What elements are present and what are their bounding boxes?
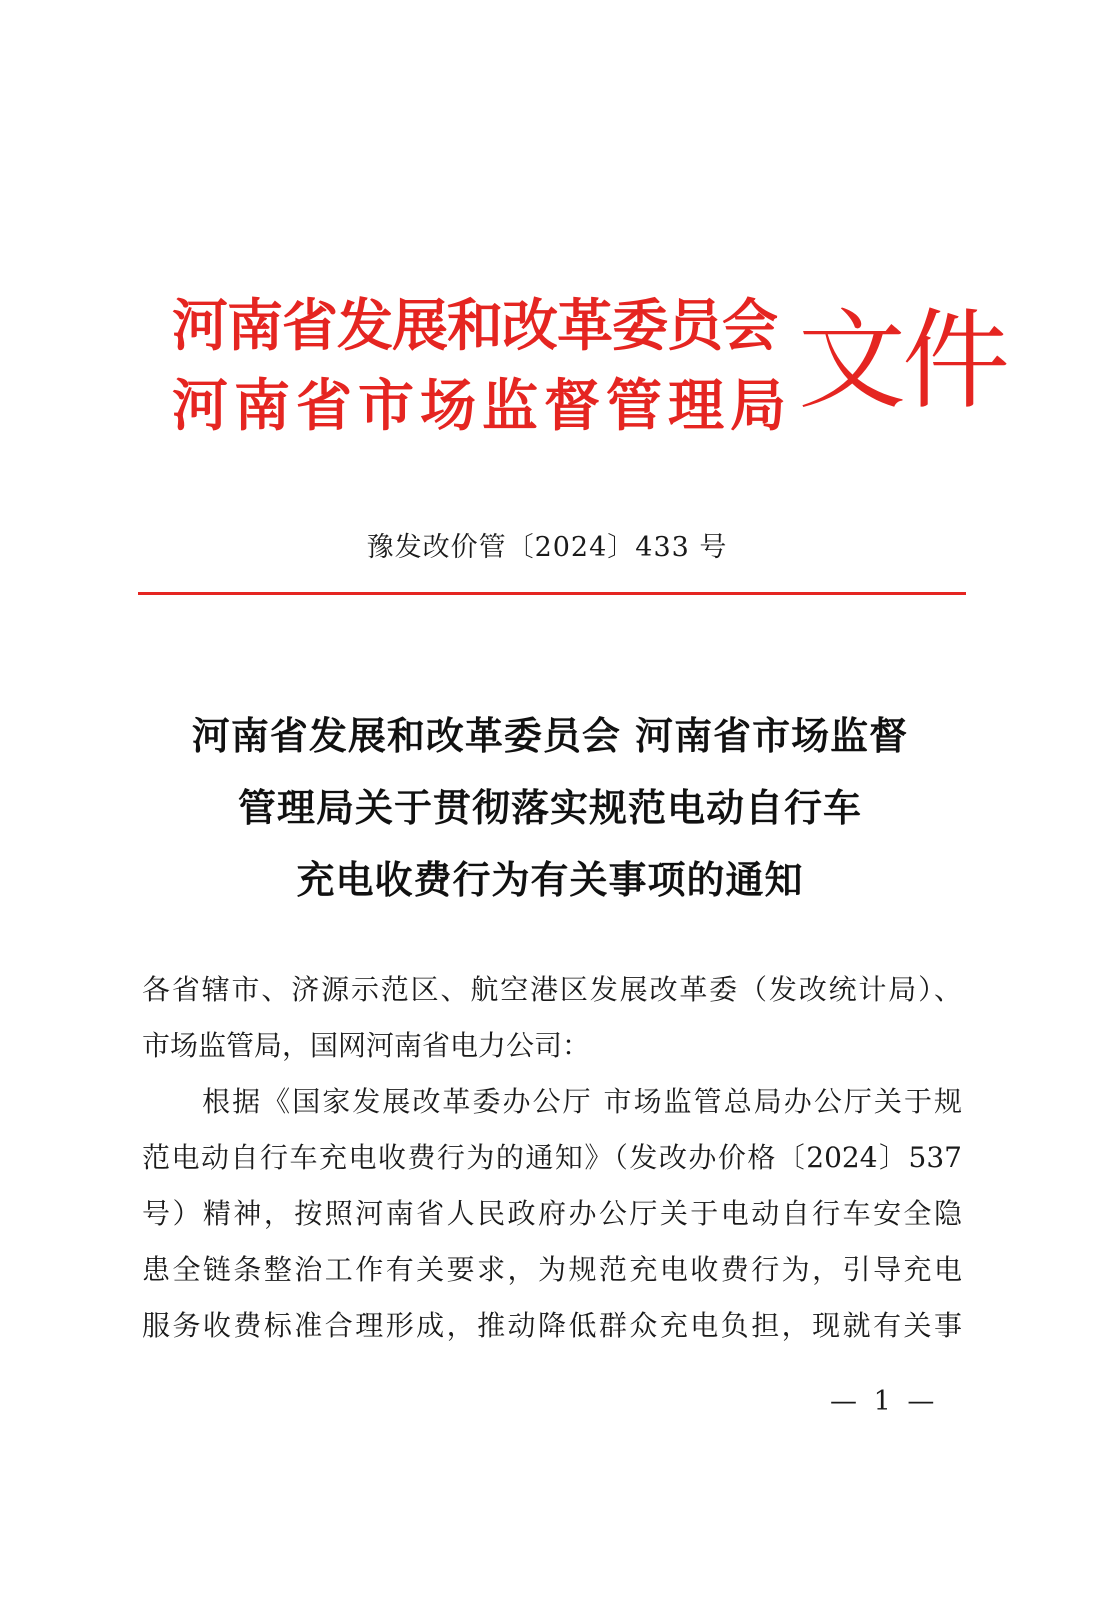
red-separator-line: [138, 592, 966, 595]
masthead-issuer-samr: 河南省市场监督管理局: [172, 373, 792, 439]
body-line-addressees-2: 市场监管局，国网河南省电力公司：: [142, 1029, 591, 1062]
document-body: [142, 962, 962, 1354]
masthead-document-word: 文件: [798, 299, 1007, 424]
page-number: — 1 —: [830, 1386, 939, 1417]
body-line-addressees-1: 各省辖市、济源示范区、航空港区发展改革委（发改统计局）、: [142, 973, 962, 1006]
body-line-paragraph-2: 范电动自行车充电收费行为的通知》（发改办价格〔2024〕537: [142, 1141, 962, 1174]
title-line-1: 河南省发展和改革委员会 河南省市场监督: [191, 713, 909, 758]
title-line-3: 充电收费行为有关事项的通知: [296, 857, 804, 902]
body-line-paragraph-1: 根据《国家发展改革委办公厅 市场监管总局办公厅关于规: [142, 1085, 962, 1118]
document-title: [150, 700, 950, 916]
title-line-2: 管理局关于贯彻落实规范电动自行车: [237, 785, 862, 830]
body-line-paragraph-5: 服务收费标准合理形成，推动降低群众充电负担，现就有关事: [142, 1309, 962, 1342]
masthead-issuer-ndrc: 河南省发展和改革委员会: [172, 293, 777, 359]
body-line-paragraph-3: 号）精神，按照河南省人民政府办公厅关于电动自行车安全隐: [142, 1197, 962, 1230]
red-masthead: [172, 290, 1007, 450]
body-line-paragraph-4: 患全链条整治工作有关要求，为规范充电收费行为，引导充电: [142, 1253, 962, 1286]
document-number: 豫发改价管〔2024〕433 号: [366, 532, 728, 563]
